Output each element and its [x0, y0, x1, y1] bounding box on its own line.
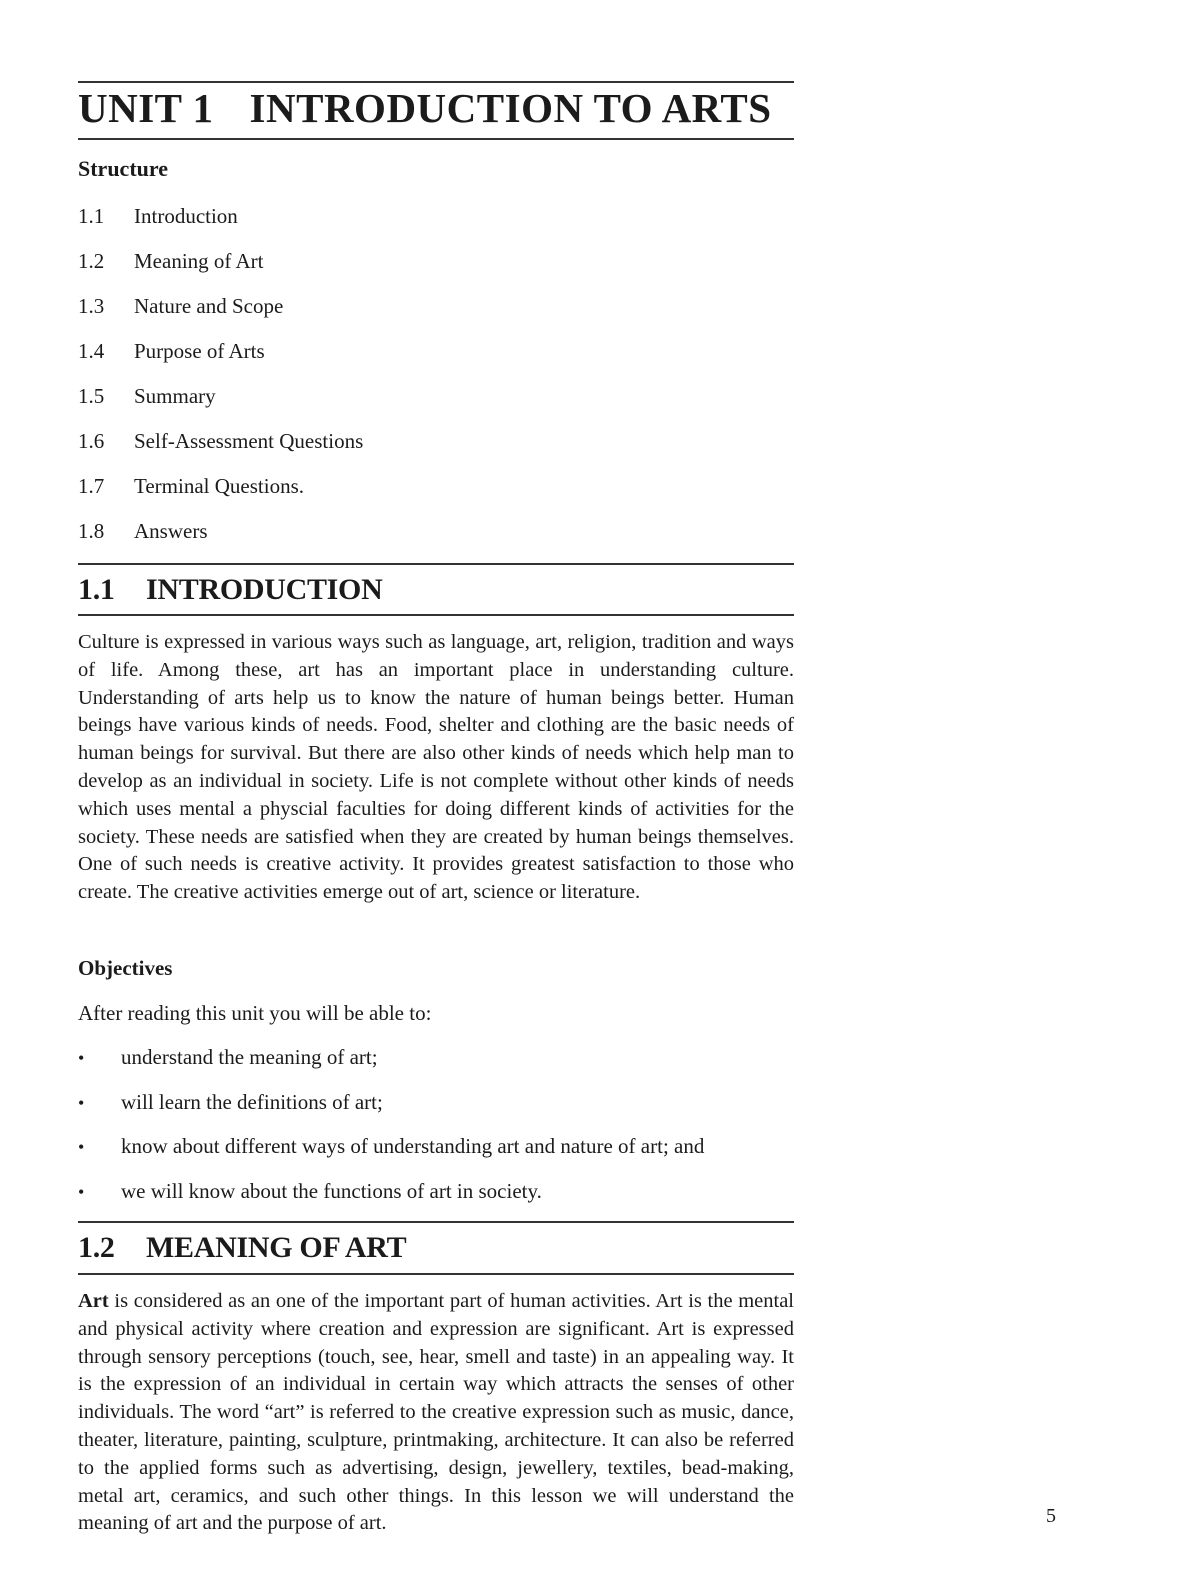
structure-item-label: Nature and Scope — [134, 294, 284, 318]
structure-item-number: 1.3 — [78, 294, 105, 318]
bullet-icon: • — [78, 1137, 85, 1157]
unit-label: UNIT 1 — [78, 85, 214, 131]
unit-title — [78, 84, 772, 132]
section-number: 1.2 — [78, 1231, 115, 1264]
objective-text: we will know about the functions of art in society. — [121, 1178, 542, 1203]
section-1-1-bottom-rule — [78, 614, 794, 616]
page-number: 5 — [1046, 1505, 1056, 1527]
bullet-icon: • — [78, 1181, 85, 1202]
objective-text: know about different ways of understanding art and nature of art; and — [121, 1134, 705, 1158]
section-1-1-heading — [78, 570, 382, 610]
structure-item — [78, 245, 363, 290]
objective-item — [78, 1087, 704, 1132]
objectives-lead: After reading this unit you will be able to: — [78, 1001, 432, 1025]
objective-text: understand the meaning of art; — [121, 1045, 378, 1069]
art-lead-word: Art — [78, 1290, 109, 1312]
structure-item-number: 1.8 — [78, 519, 105, 543]
structure-item — [78, 380, 363, 425]
bullet-icon: • — [78, 1092, 85, 1113]
structure-item — [78, 515, 363, 560]
meaning-of-art-text: is considered as an one of the important part of human activities. Art is the mental and physical activity where creation and expression are significant. Art is expressed through sensory perceptions (touch, see, hear, smell and taste) in an appealing way. It is the expression of an individual in certain way which attracts the senses of other individuals. The word “art” is referred to the creative expression such as music, dance, theater, literature, painting, sculpture, printmaking, architecture. It can also be referred to the applied forms such as advertising, design, jewellery, textiles, bead-making, metal art, ceramics, and such other things. In this lesson we will understand the meaning of art and the purpose of art. — [78, 1290, 794, 1535]
structure-item-number: 1.5 — [78, 384, 105, 408]
objective-item — [78, 1176, 704, 1221]
section-title: INTRODUCTION — [146, 573, 383, 606]
structure-heading: Structure — [78, 156, 169, 181]
structure-item-label: Meaning of Art — [134, 249, 264, 273]
section-1-2-bottom-rule — [78, 1273, 794, 1275]
section-1-2-top-rule — [78, 1221, 794, 1223]
objective-text: will learn the definitions of art; — [121, 1089, 383, 1114]
section-1-1-top-rule — [78, 563, 794, 565]
section-number: 1.1 — [78, 573, 115, 606]
structure-item-number: 1.4 — [78, 339, 105, 363]
objectives-heading: Objectives — [78, 956, 173, 980]
objective-item — [78, 1131, 704, 1176]
section-1-2-heading — [78, 1228, 406, 1268]
section-title: MEANING OF ART — [146, 1231, 407, 1264]
structure-item — [78, 200, 363, 245]
structure-item — [78, 425, 363, 470]
structure-item-label: Self-Assessment Questions — [134, 429, 364, 453]
objectives-list — [78, 1042, 704, 1220]
structure-item — [78, 470, 363, 515]
structure-item — [78, 335, 363, 380]
structure-list — [78, 200, 363, 560]
unit-title-text: INTRODUCTION TO ARTS — [249, 85, 772, 131]
structure-item-label: Purpose of Arts — [134, 339, 265, 363]
structure-item-label: Summary — [134, 384, 216, 408]
structure-item-label: Introduction — [134, 204, 238, 228]
objective-item — [78, 1042, 704, 1087]
introduction-paragraph: Culture is expressed in various ways such as language, art, religion, tradition and ways of life. Among these, art has an important place in understanding culture. Understanding of arts help us to know the nature of human beings better. Human beings have various kinds of needs. Food, shelter and clothing are the basic needs of human beings for survival. But there are also other kinds of needs which help man to develop as an individual in society. Life is not complete without other kinds of needs which uses mental a physcial faculties for doing different kinds of activities for the society. These needs are satisfied when they are created by human beings themselves. One of such needs is creative activity. It provides greatest satisfaction to those who create. The creative activities emerge out of art, science or literature. — [78, 631, 794, 904]
meaning-of-art-paragraph — [78, 1288, 794, 1538]
structure-item-number: 1.7 — [78, 474, 105, 498]
unit-title-top-rule — [78, 81, 794, 83]
structure-item-label: Answers — [134, 519, 208, 543]
bullet-icon: • — [78, 1048, 85, 1068]
unit-title-bottom-rule — [78, 138, 794, 140]
structure-item — [78, 290, 363, 335]
structure-item-number: 1.1 — [78, 204, 105, 228]
structure-item-number: 1.2 — [78, 249, 105, 273]
structure-item-label: Terminal Questions. — [134, 474, 304, 498]
structure-item-number: 1.6 — [78, 429, 105, 453]
